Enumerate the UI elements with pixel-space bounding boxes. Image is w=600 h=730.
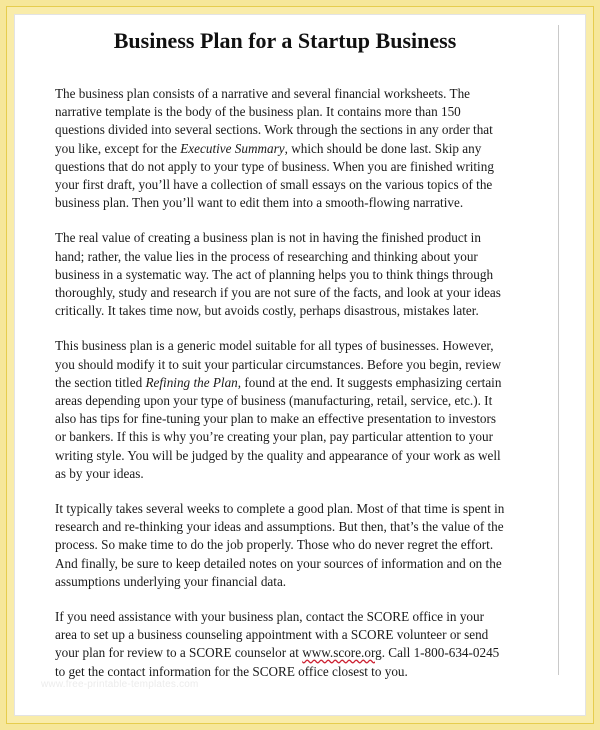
paragraph-2: The real value of creating a business plan is not in having the finished product in hand; rather, the value lies in the process of researching and thinking about your business in a systematic way. The act of planning helps you to think things through thoroughly, study and research if you are not sure of the facts, and look at your ideas critically. It takes time now, but avoids costly, perhaps disastrous, mistakes later.	[55, 230, 501, 319]
paragraph-5: If you need assistance with your business plan, contact the SCORE office in your area to set up a business counseling appointment with a SCORE volunteer or send your plan for review to a SCORE counselor at www.score.org. Call 1-800-634-0245 to get the contact information for the SCORE office closest to you.	[55, 609, 500, 679]
document-body	[55, 85, 505, 681]
emphasis-refining-the-plan: Refining the Plan	[145, 374, 238, 390]
paragraph-4: It typically takes several weeks to complete a good plan. Most of that time is spent in research and re-thinking your ideas and assumptions. But then, that’s the value of the process. So make time to do the job properly. Those who do never regret the effort. And finally, be sure to keep detailed notes on your sources of information and on the assumptions underlying your financial data.	[55, 501, 505, 589]
document-title: Business Plan for a Startup Business	[113, 28, 457, 53]
paragraph-1: The business plan consists of a narrative and several financial worksheets. The narrative template is the body of the business plan. It contains more than 150 questions divided into several sections. Work through the sections in any order that you like, except for the Executive Summary, which should be done last. Skip any questions that do not apply to your type of business. When you are finished writing your first draft, you’ll have a collection of small essays on the various topics of the business plan. Then you’ll want to edit them into a smooth-flowing narrative.	[55, 86, 494, 211]
watermark-text: www.free-printable-templates.com	[41, 679, 199, 690]
emphasis-executive-summary: Executive Summary	[180, 140, 285, 156]
paragraph-3: This business plan is a generic model suitable for all types of businesses. However, you should modify it to suit your particular circumstances. Before you begin, review the section titled Refining the Plan, found at the end. It suggests emphasizing certain areas depending upon your type of business (manufacturing, retail, service, etc.). It also has tips for fine-tuning your plan to make an effective presentation to investors or bankers. If this is why you’re creating your plan, pay particular attention to your writing style. You will be judged by the quality and appearance of your work as well as by your ideas.	[55, 338, 502, 481]
document-page	[14, 14, 586, 716]
score-website-link[interactable]: www.score.org	[302, 645, 382, 661]
margin-line	[558, 25, 559, 675]
